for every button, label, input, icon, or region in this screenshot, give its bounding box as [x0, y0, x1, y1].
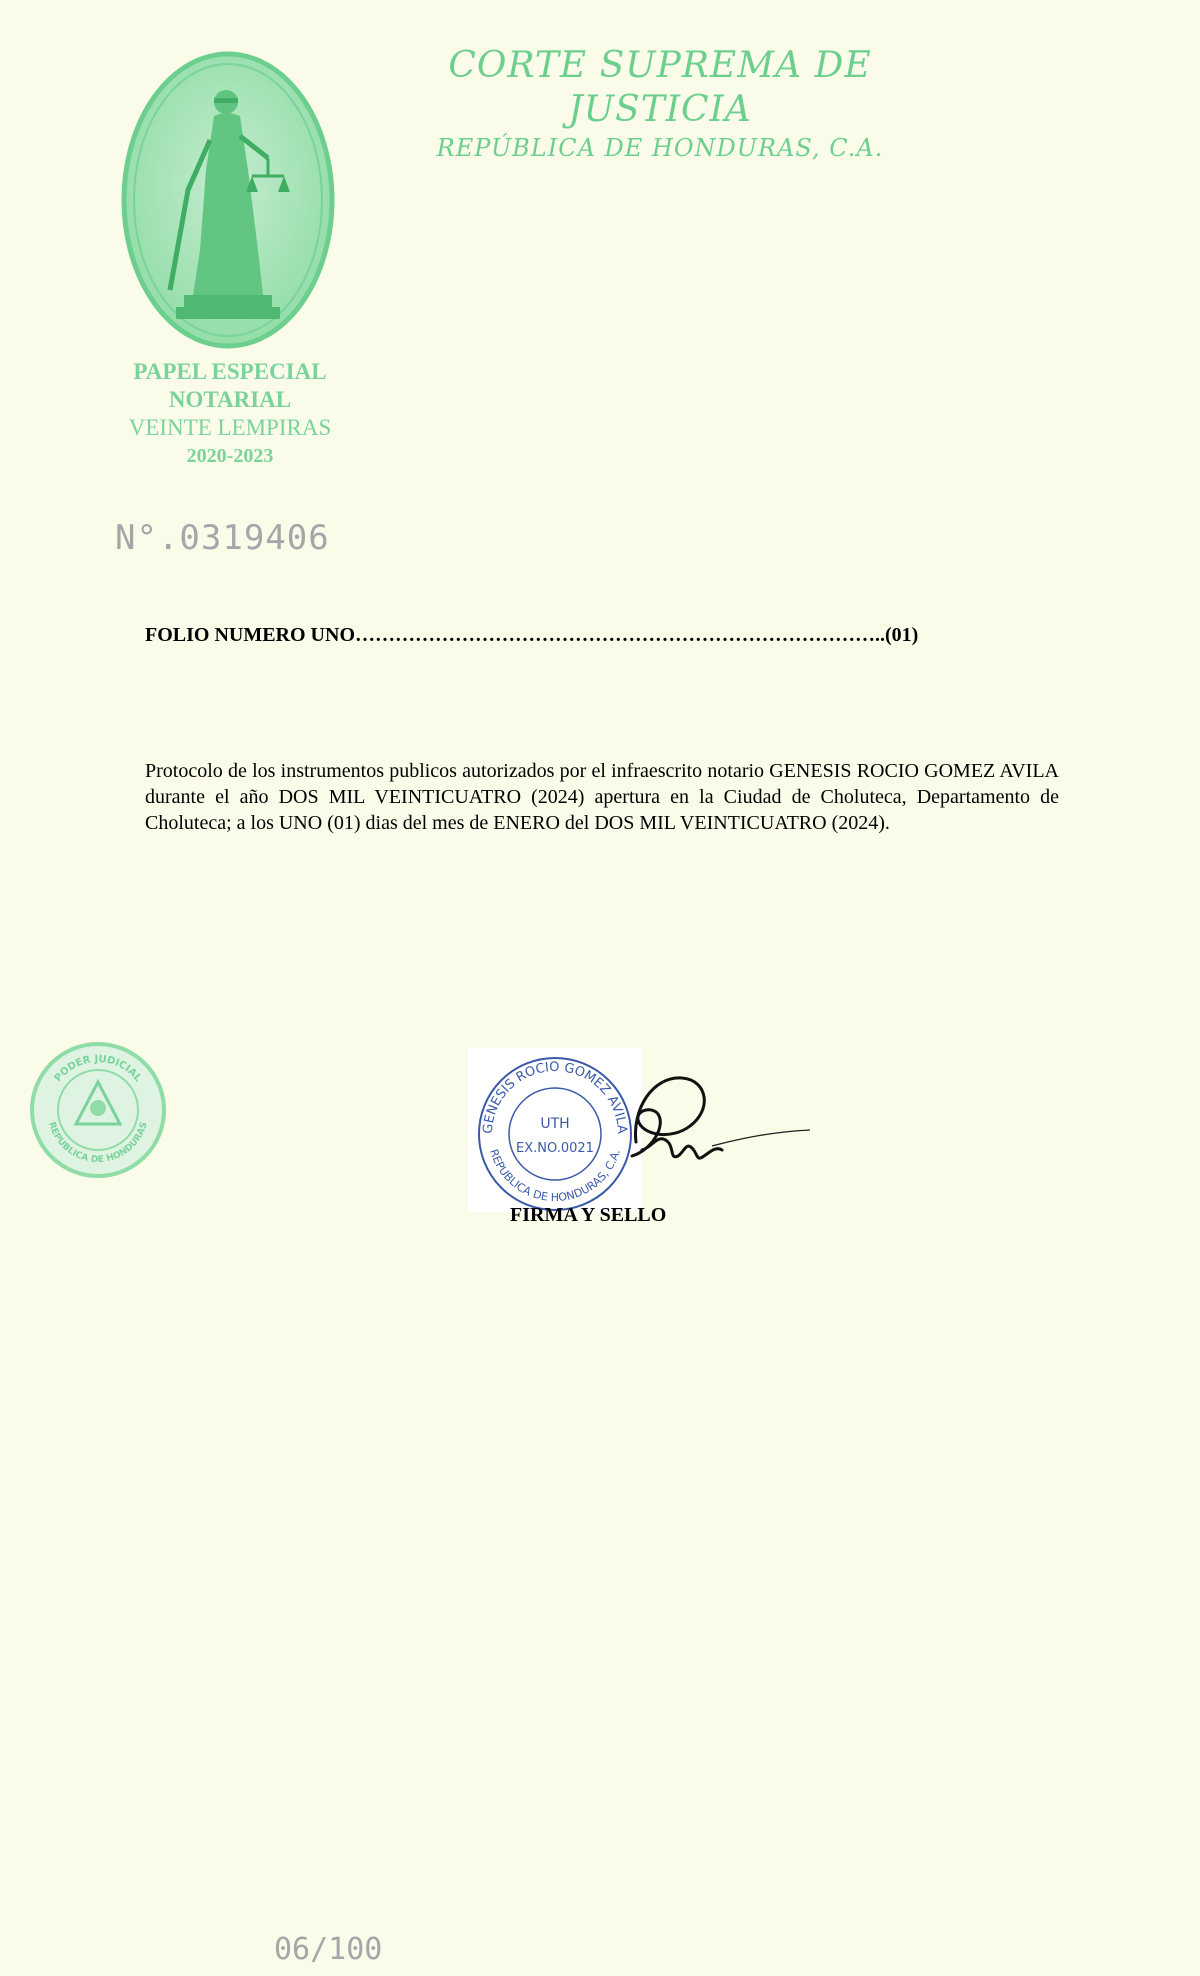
judicial-seal-top-text: PODER JUDICIAL — [52, 1053, 144, 1085]
page-number: 06/100 — [274, 1932, 383, 1967]
stamp-center-line2: EX.NO.0021 — [516, 1141, 594, 1156]
judicial-seal-bottom-text: REPUBLICA DE HONDURAS — [46, 1121, 150, 1166]
signature-label: FIRMA Y SELLO — [510, 1204, 667, 1226]
court-country: REPÚBLICA DE HONDURAS, C.A. — [436, 134, 884, 162]
folio-dots: ……………………………………………………………………. — [355, 624, 880, 646]
court-header — [400, 44, 920, 164]
paper-label-line3: VEINTE LEMPIRAS — [128, 415, 332, 440]
folio-line — [145, 624, 1055, 647]
svg-text:REPUBLICA DE HONDURAS, C.A. — [487, 1148, 623, 1204]
folio-label: FOLIO NUMERO UNO — [145, 624, 355, 646]
special-paper-label — [100, 358, 360, 470]
handwritten-signature — [612, 1070, 812, 1180]
stamp-ring-top-text: GENESIS ROCIO GOMEZ AVILA — [480, 1059, 630, 1135]
protocol-paragraph: Protocolo de los instrumentos publicos autorizados por el infraescrito notario GENESIS ROCIO GOMEZ AVILA durante el año DOS MIL VEINTICUATRO (2024) apertura en la Ciudad de Choluteca, Departamento de Choluteca; a los UNO (01) dias del mes de ENERO del DOS MIL VEINTICUATRO (2024). — [145, 760, 1059, 834]
paper-label-line1: PAPEL ESPECIAL — [133, 359, 327, 384]
paper-label-years: 2020-2023 — [186, 445, 274, 467]
lady-justice-emblem-icon — [118, 50, 338, 350]
court-name: CORTE SUPREMA DE JUSTICIA — [448, 45, 872, 130]
paper-label-line2: NOTARIAL — [168, 387, 292, 412]
stamp-center-line1: UTH — [540, 1116, 570, 1132]
folio-number: .(01) — [880, 624, 919, 646]
stamp-ring-bottom-text: REPUBLICA DE HONDURAS, C.A. — [487, 1147, 623, 1205]
judicial-seal-icon — [28, 1040, 168, 1180]
serial-number: N°.0319406 — [115, 518, 330, 558]
